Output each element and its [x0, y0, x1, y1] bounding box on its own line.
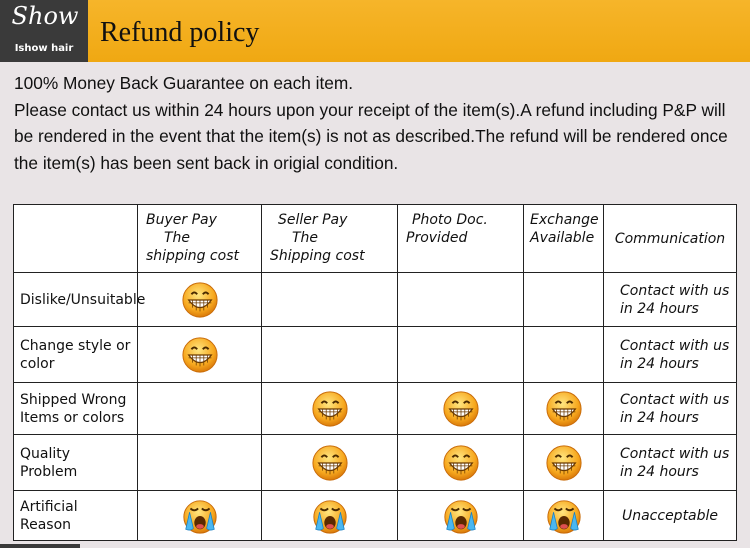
row-label: Artificial Reason — [14, 491, 138, 541]
table-header-row — [14, 205, 737, 273]
table-row — [14, 491, 737, 541]
brand-logo — [0, 0, 88, 62]
crying-face-icon — [181, 497, 219, 535]
logo-script: Show — [11, 2, 79, 30]
table-row — [14, 435, 737, 491]
grinning-face-icon — [442, 444, 480, 482]
crying-face-icon — [545, 497, 583, 535]
refund-table — [13, 204, 737, 541]
crying-face-icon — [442, 497, 480, 535]
grinning-face-icon — [545, 444, 583, 482]
grinning-face-icon — [311, 390, 349, 428]
grinning-face-icon — [311, 444, 349, 482]
guarantee-line: 100% Money Back Guarantee on each item. — [14, 73, 354, 93]
communication-cell: Contact with us in 24 hours — [604, 435, 737, 491]
row-label: Quality Problem — [14, 435, 138, 491]
communication-cell: Contact with us in 24 hours — [604, 383, 737, 435]
table-row — [14, 327, 737, 383]
table-row — [14, 273, 737, 327]
table-row — [14, 383, 737, 435]
logo-subtitle: Ishow hair — [14, 43, 74, 54]
page-title: Refund policy — [100, 17, 260, 48]
header-seller-pay: Seller Pay The Shipping cost — [262, 205, 398, 273]
row-label: Change style or color — [14, 327, 138, 383]
header-communication: Communication — [604, 205, 737, 273]
header-buyer-pay: Buyer Pay The shipping cost — [138, 205, 262, 273]
grinning-face-icon — [545, 390, 583, 428]
row-label: Dislike/Unsuitable — [14, 273, 138, 327]
communication-cell: Contact with us in 24 hours — [604, 327, 737, 383]
header-exchange: Exchange Available — [524, 205, 604, 273]
row-label: Shipped Wrong Items or colors — [14, 383, 138, 435]
communication-cell: Contact with us in 24 hours — [604, 273, 737, 327]
bottom-strip — [0, 544, 80, 548]
refund-terms: Please contact us within 24 hours upon your receipt of the item(s).A refund including P&P will be rendered in the event that the item(s) is not as described.The refund will be rendered once the item(s) has been sent back in origial condition. — [14, 99, 728, 173]
grinning-face-icon — [181, 336, 219, 374]
crying-face-icon — [311, 497, 349, 535]
grinning-face-icon — [442, 390, 480, 428]
grinning-face-icon — [181, 281, 219, 319]
header-bar — [0, 0, 750, 62]
header-photo-doc: Photo Doc. Provided — [398, 205, 524, 273]
empty-header-cell — [14, 205, 138, 273]
communication-cell: Unacceptable — [604, 491, 737, 541]
intro-text — [14, 70, 738, 176]
